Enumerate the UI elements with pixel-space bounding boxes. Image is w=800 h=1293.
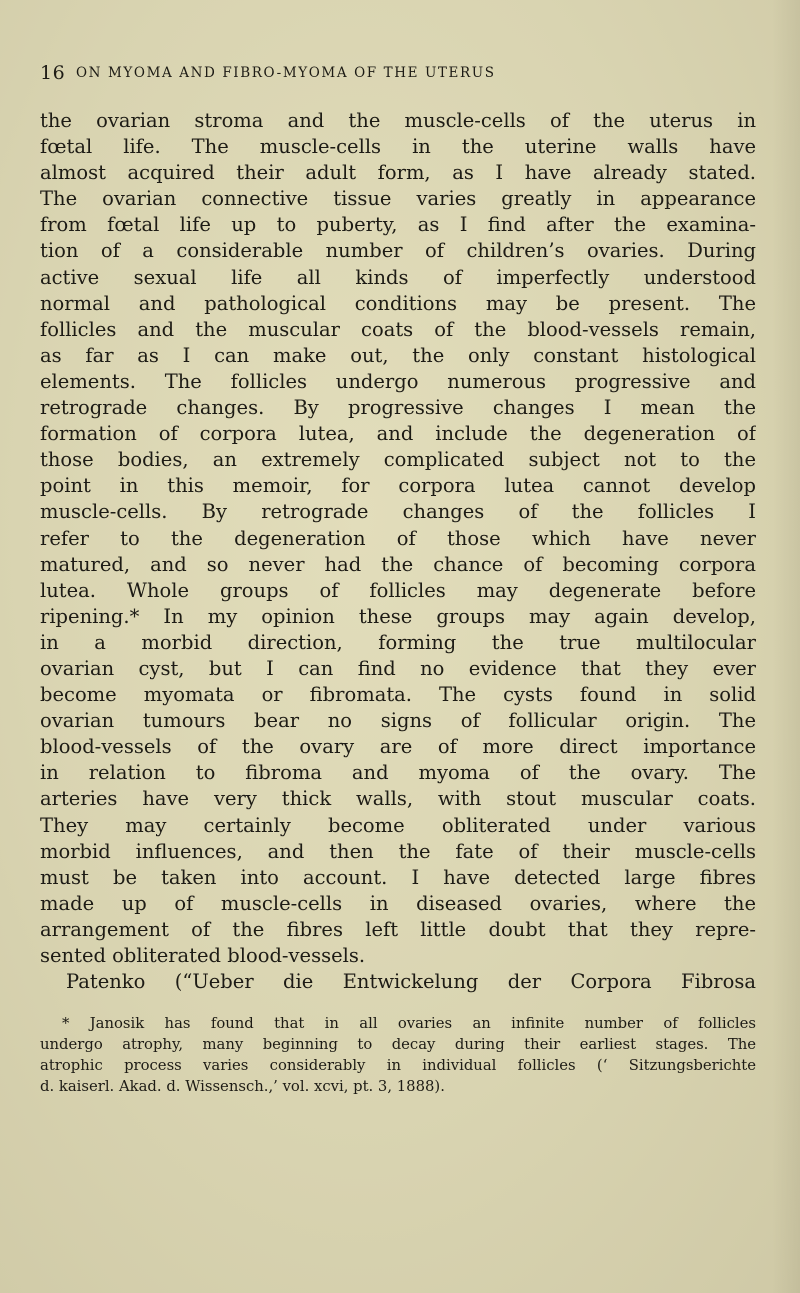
body-line-paragraph-start: Patenko (“Ueber die Entwickelung der Corpora Fibrosa	[66, 970, 756, 994]
body-line: ovarian cyst, but I can find no evidence that they ever	[40, 656, 756, 680]
footnote	[40, 1013, 756, 1097]
body-line: ovarian tumours bear no signs of follicular origin. The	[40, 709, 756, 733]
body-line: elements. The follicles undergo numerous progressive and	[40, 369, 756, 393]
body-line: those bodies, an extremely complicated subject not to the	[40, 448, 756, 472]
body-line: morbid influences, and then the fate of their muscle-cells	[40, 839, 756, 863]
body-line: sented obliterated blood-vessels.	[40, 944, 366, 967]
body-line: formation of corpora lutea, and include the degeneration of	[40, 422, 756, 446]
body-line: from fœtal life up to puberty, as I find after the examina-	[40, 213, 756, 237]
body-line: arteries have very thick walls, with stout muscular coats.	[40, 787, 756, 811]
running-header	[40, 62, 760, 88]
body-line: become myomata or fibromata. The cysts found in solid	[40, 683, 756, 707]
body-line: in a morbid direction, forming the true multilocular	[40, 630, 756, 654]
body-line: blood-vessels of the ovary are of more direct importance	[40, 735, 756, 759]
body-line: The ovarian connective tissue varies greatly in appearance	[40, 187, 756, 211]
body-line: the ovarian stroma and the muscle-cells of the uterus in	[40, 109, 756, 132]
body-line: lutea. Whole groups of follicles may degenerate before	[40, 578, 756, 602]
body-line: almost acquired their adult form, as I have already stated.	[40, 161, 756, 185]
body-line: arrangement of the fibres left little doubt that they repre-	[40, 917, 756, 941]
body-text	[40, 108, 756, 995]
body-line: made up of muscle-cells in diseased ovaries, where the	[40, 891, 756, 915]
body-line: fœtal life. The muscle-cells in the uterine walls have	[40, 135, 756, 159]
body-line: tion of a considerable number of children’s ovaries. During	[40, 239, 756, 263]
footnote-line: * Janosik has found that in all ovaries an infinite number of follicles	[62, 1015, 756, 1032]
body-line: matured, and so never had the chance of becoming corpora	[40, 552, 756, 576]
footnote-line: atrophic process varies considerably in individual follicles (‘ Sitzungsberichte	[40, 1057, 756, 1074]
body-line: refer to the degeneration of those which have never	[40, 526, 756, 550]
body-line: ripening.* In my opinion these groups may again develop,	[40, 604, 756, 628]
footnote-line: d. kaiserl. Akad. d. Wissensch.,’ vol. xcvi, pt. 3, 1888).	[40, 1078, 445, 1095]
running-title: ON MYOMA AND FIBRO-MYOMA OF THE UTERUS	[76, 65, 496, 81]
body-line: muscle-cells. By retrograde changes of the follicles I	[40, 500, 756, 524]
body-line: They may certainly become obliterated under various	[40, 813, 756, 837]
body-line: retrograde changes. By progressive changes I mean the	[40, 396, 756, 420]
page-edge-shadow	[772, 0, 800, 1293]
body-line: active sexual life all kinds of imperfectly understood	[40, 265, 756, 289]
body-line: in relation to fibroma and myoma of the ovary. The	[40, 761, 756, 785]
body-line: must be taken into account. I have detected large fibres	[40, 865, 756, 889]
body-line: point in this memoir, for corpora lutea cannot develop	[40, 474, 756, 498]
body-line: normal and pathological conditions may be present. The	[40, 291, 756, 315]
body-line: as far as I can make out, the only constant histological	[40, 343, 756, 367]
body-line: follicles and the muscular coats of the blood-vessels remain,	[40, 317, 756, 341]
footnote-line: undergo atrophy, many beginning to decay during their earliest stages. The	[40, 1036, 756, 1053]
page-number: 16	[40, 62, 66, 84]
